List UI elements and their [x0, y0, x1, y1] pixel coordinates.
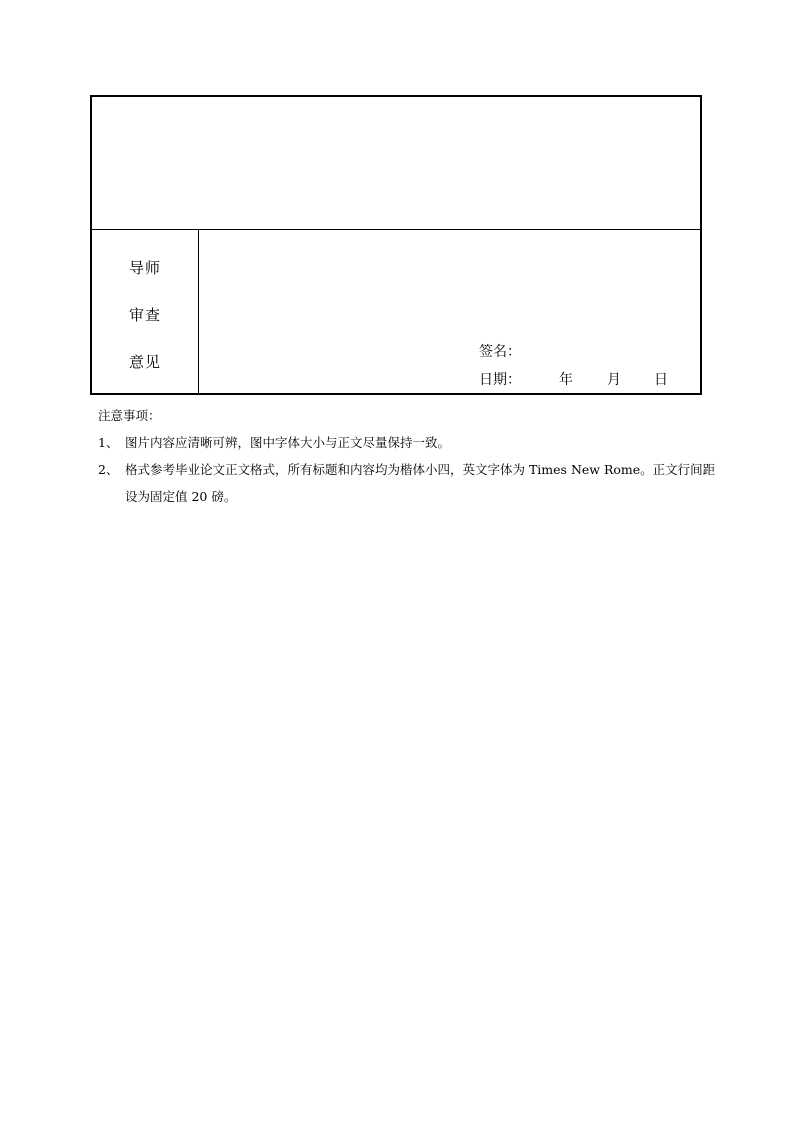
label-line-review: 审查 [128, 306, 161, 324]
note-text: 格式参考毕业论文正文格式，所有标题和内容均为楷体小四，英文字体为 Times New Rome。正文行间距设为固定值 20 磅。 [125, 462, 716, 504]
supervisor-review-table [90, 95, 702, 395]
signature-label: 签名： [479, 344, 521, 360]
blank-content-area [92, 97, 700, 230]
label-line-supervisor: 导师 [128, 259, 161, 277]
note-item [98, 456, 723, 510]
note-number: 2、 [98, 462, 119, 477]
note-number: 1、 [98, 435, 119, 450]
note-text: 图片内容应清晰可辨，图中字体大小与正文尽量保持一致。 [125, 435, 451, 450]
note-item [98, 429, 723, 456]
label-line-opinion: 意见 [128, 353, 161, 371]
notes-heading: 注意事项： [98, 408, 161, 423]
supervisor-opinion-label-cell [92, 230, 199, 393]
notes-section [98, 402, 723, 510]
date-row [479, 371, 679, 389]
day-label: 日 [654, 372, 668, 388]
year-label: 年 [559, 372, 573, 388]
month-label: 月 [607, 372, 621, 388]
date-label: 日期： [479, 372, 521, 388]
